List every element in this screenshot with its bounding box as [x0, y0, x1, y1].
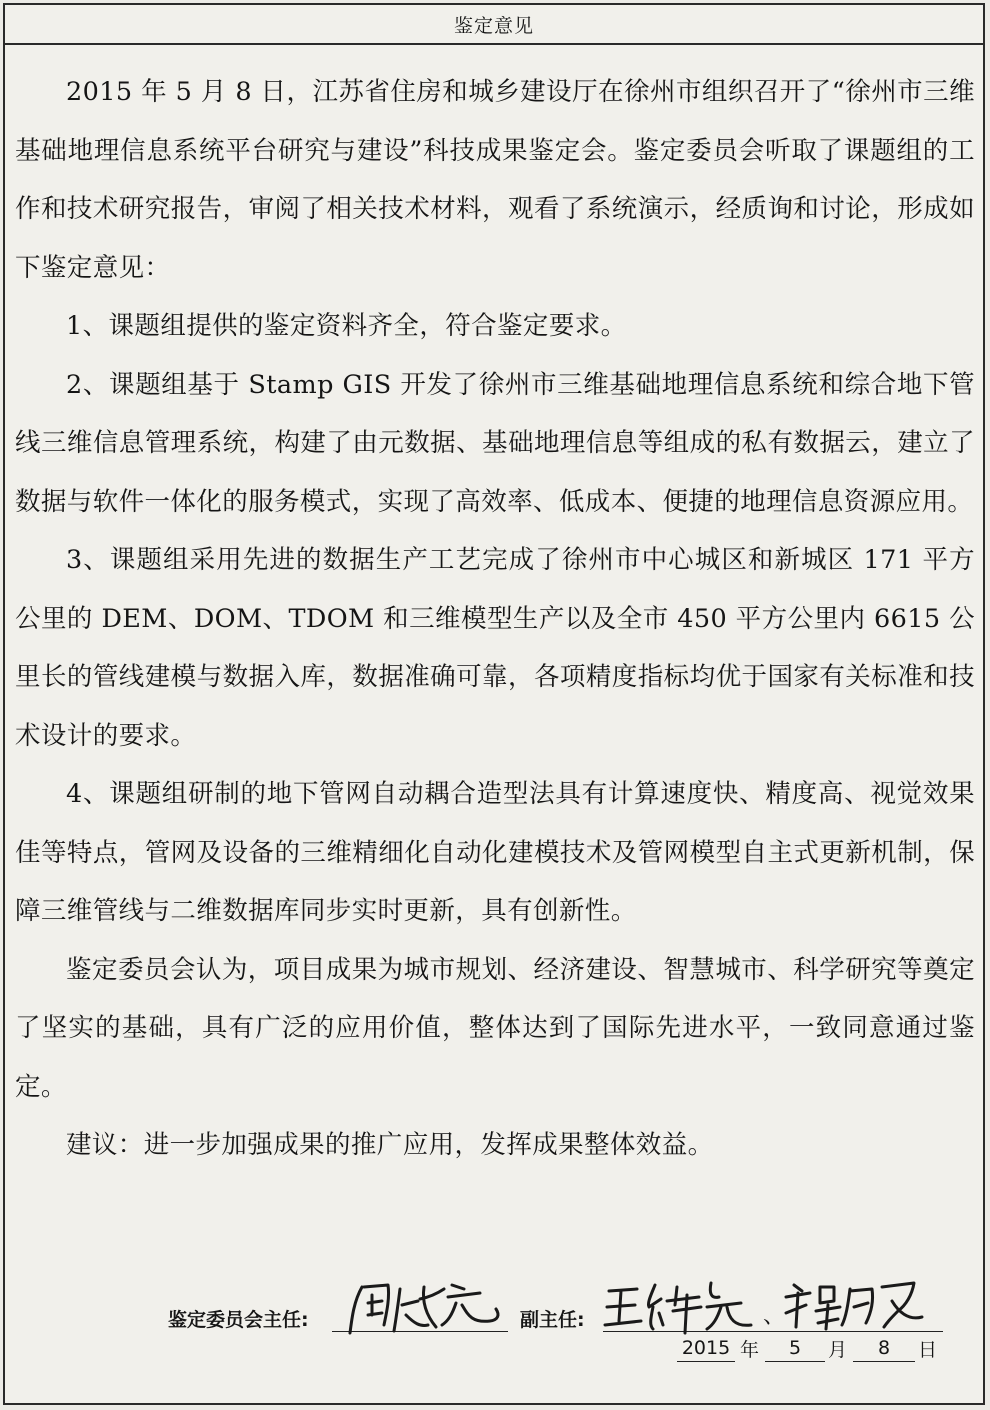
opinion-paragraph-intro: 2015 年 5 月 8 日，江苏省住房和城乡建设厅在徐州市组织召开了“徐州市三维基础地理信息系统平台研究与建设”科技成果鉴定会。鉴定委员会听取了课题组的工作和技术研究报告，审阅了相关技术材料，观看了系统演示，经质询和讨论，形成如下鉴定意见：	[15, 77, 975, 283]
name-separator: 、	[763, 1304, 786, 1329]
date-year: 2015	[677, 1335, 735, 1362]
date-day-unit: 日	[918, 1339, 938, 1361]
date-year-unit: 年	[740, 1339, 760, 1361]
opinion-body	[15, 63, 975, 1175]
opinion-conclusion: 鉴定委员会认为，项目成果为城市规划、经济建设、智慧城市、科学研究等奠定了坚实的基础，具有广泛的应用价值，整体达到了国际先进水平，一致同意通过鉴定。	[15, 954, 975, 1102]
opinion-suggestion: 建议：进一步加强成果的推广应用，发挥成果整体效益。	[66, 1130, 714, 1160]
vice-chair-signature-2	[780, 1275, 930, 1333]
chair-label: 鉴定委员会主任:	[168, 1309, 309, 1331]
signature-block	[5, 1275, 983, 1385]
section-title: 鉴定意见	[5, 5, 983, 45]
vice-chair-label: 副主任:	[520, 1309, 585, 1331]
appraisal-sheet	[3, 3, 985, 1405]
date-month: 5	[765, 1335, 825, 1362]
vice-chair-signature-1	[603, 1277, 763, 1335]
opinion-paragraph-3: 3、课题组采用先进的数据生产工艺完成了徐州市中心城区和新城区 171 平方公里的 DEM、DOM、TDOM 和三维模型生产以及全市 450 平方公里内 6615 公里长的管线建模与数据入库，数据准确可靠，各项精度指标均优于国家有关标准和技术设计的要求。	[15, 545, 975, 751]
opinion-paragraph-2: 2、课题组基于 Stamp GIS 开发了徐州市三维基础地理信息系统和综合地下管线三维信息管理系统，构建了由元数据、基础地理信息等组成的私有数据云，建立了数据与软件一体化的服务模式，实现了高效率、低成本、便捷的地理信息资源应用。	[15, 369, 975, 517]
opinion-paragraph-1: 1、课题组提供的鉴定资料齐全，符合鉴定要求。	[66, 311, 627, 341]
chair-handwritten-signature	[340, 1275, 510, 1337]
opinion-paragraph-4: 4、课题组研制的地下管网自动耦合造型法具有计算速度快、精度高、视觉效果佳等特点，管网及设备的三维精细化自动化建模技术及管网模型自主式更新机制，保障三维管线与二维数据库同步实时更新，具有创新性。	[15, 779, 975, 926]
date-month-unit: 月	[828, 1339, 848, 1361]
date-day: 8	[853, 1335, 915, 1362]
